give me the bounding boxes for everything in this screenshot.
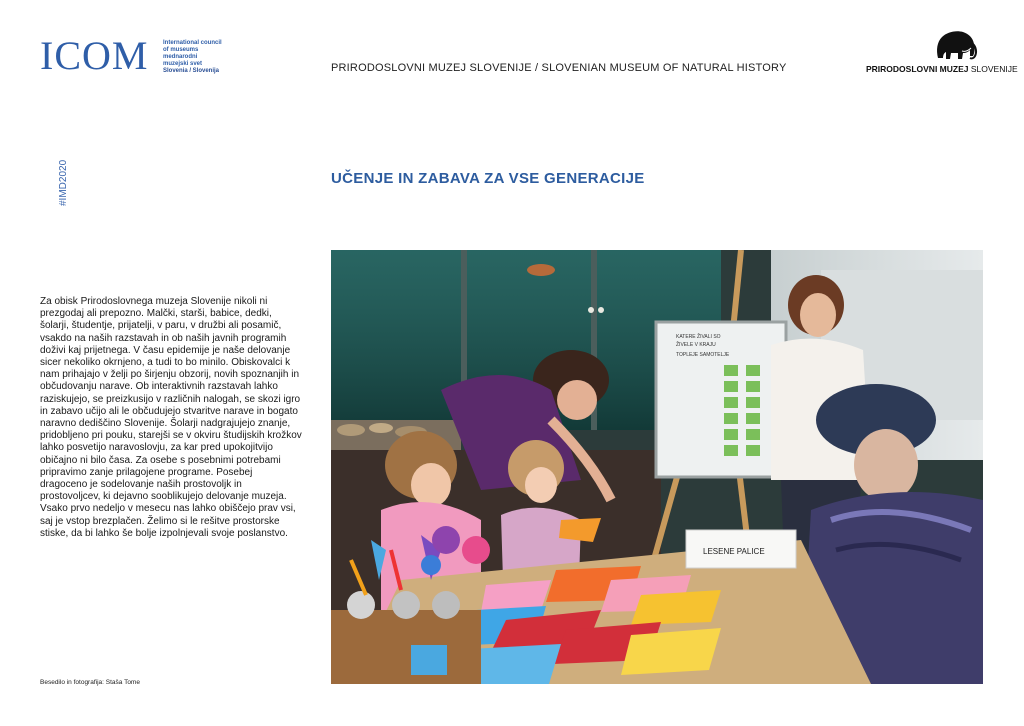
icom-wordmark (40, 36, 158, 83)
museum-name-bold: PRIRODOSLOVNI MUZEJ (866, 64, 969, 74)
icom-line-1: International council (163, 40, 222, 46)
icom-line-5: Slovenia / Slovenija (163, 68, 220, 74)
svg-text:TOPLEJE SAMOTELJE: TOPLEJE SAMOTELJE (676, 352, 730, 358)
museum-name (866, 64, 1018, 74)
museum-logo (866, 28, 1018, 78)
section-title: UČENJE IN ZABAVA ZA VSE GENERACIJE (331, 170, 645, 187)
svg-text:ŽIVELE V KRAJU: ŽIVELE V KRAJU (676, 342, 716, 348)
header-title: PRIRODOSLOVNI MUZEJ SLOVENIJE / SLOVENIAN MUSEUM OF NATURAL HISTORY (331, 62, 787, 74)
museum-name-light: SLOVENIJE (970, 64, 1018, 74)
workshop-photo (331, 250, 983, 684)
photo-credit: Besedilo in fotografija: Staša Tome (40, 679, 140, 686)
mammoth-icon (932, 28, 978, 62)
icom-line-2: of museums (163, 47, 199, 53)
svg-text:KATERE ŽIVALI SO: KATERE ŽIVALI SO (676, 334, 721, 340)
hashtag: #IMD2020 (58, 159, 69, 206)
workshop-photo-illustration (331, 250, 983, 684)
icom-tagline (163, 40, 222, 75)
icom-logo (40, 36, 240, 76)
body-text: Za obisk Prirodoslovnega muzeja Slovenije nikoli ni prezgodaj ali prepozno. Malčki, starši, babice, dedki, šolarji, študentje, prijatelji, v paru, v družbi ali posamič, vsakdo na naših razstavah in ob naših javnih programih doživi kaj prijetnega. V času epidemije je naše delovanje sicer nekoliko okrnjeno, a tudi to bo minilo. Obiskovalci k nam prihajajo v želji po širjenju obzorij, novih spoznanjih in občudovanju narave. Ob interaktivnih razstavah lahko raziskujejo, se preizkusijo v različnih nalogah, se skozi igro in zabavo učijo ali le občudujejo stvaritve narave in bogato naravno dediščino Slovenije. Šolarji nadgrajujejo znanje, pridobljeno pri pouku, starejši se v okviru študijskih krožkov lahko posvetijo naravoslovju, za kar pred upokojitvijo običajno ni bilo časa. Za osebe s posebnimi potrebami pripravimo zanje prilagojene programe. Posebej dragoceno je sodelovanje naših prostovoljk in prostovoljcev, ki dejavno sooblikujejo delovanje muzeja. Vsako prvo nedeljo v mesecu nas lahko obiščejo prav vsi, saj je vstop brezplačen. Želimo si le rešitve prostorske stiske, da bi lahko še bolje izpolnjevali svoje poslanstvo. (40, 296, 302, 539)
icom-line-4: muzejski svet (163, 61, 203, 67)
svg-text:ICOM: ICOM (40, 36, 149, 76)
svg-text:LESENE PALICE: LESENE PALICE (703, 547, 765, 556)
icom-line-3: mednarodni (163, 54, 198, 60)
icom-wordmark-graphic (40, 36, 158, 76)
